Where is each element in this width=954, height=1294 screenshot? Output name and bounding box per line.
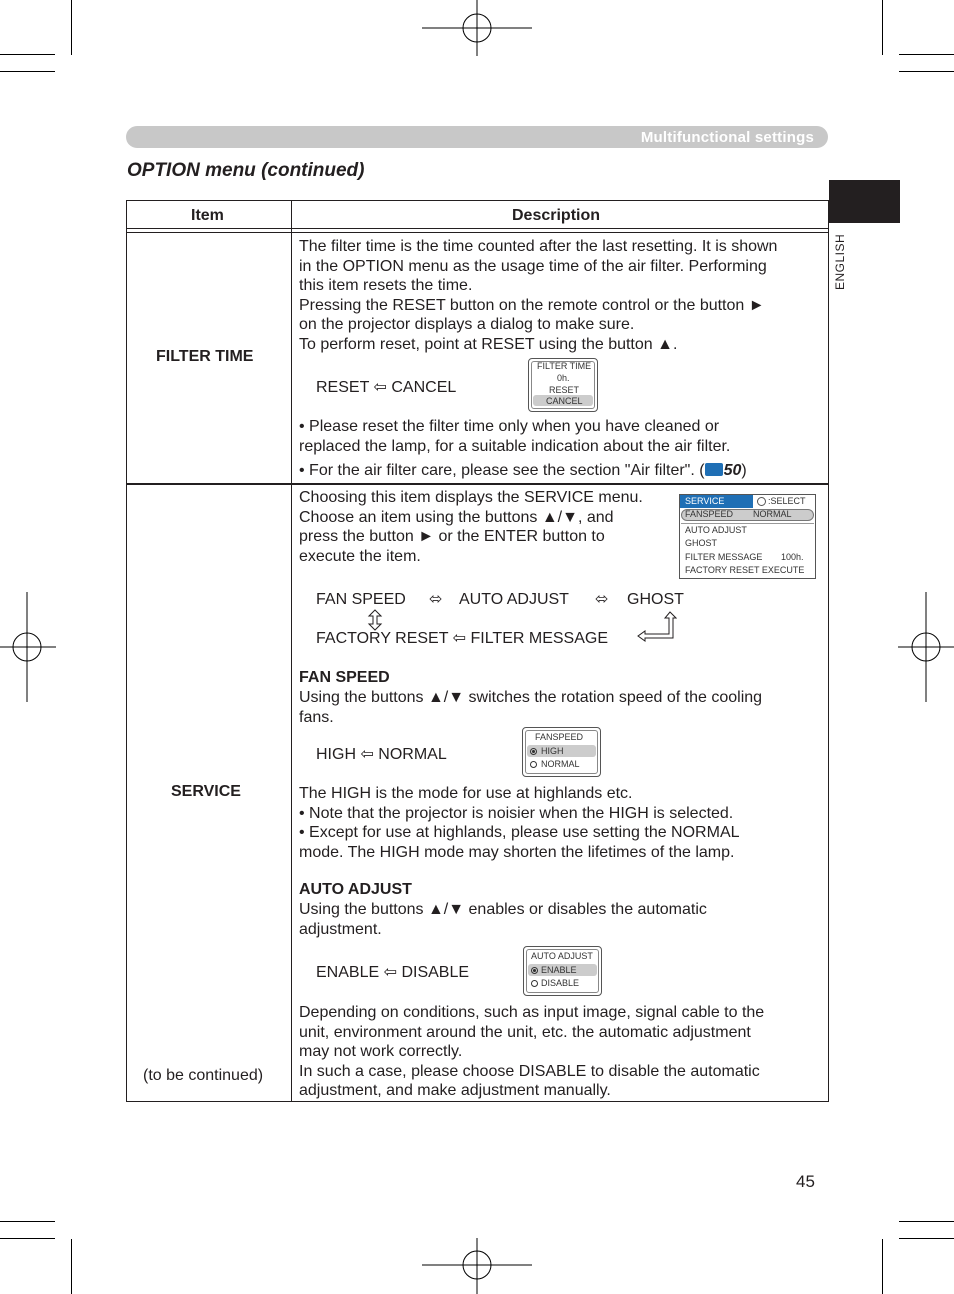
fanspeed-dialog: FANSPEED HIGH NORMAL <box>522 727 601 777</box>
radio-selected-icon <box>531 967 538 974</box>
return-arrow-icon <box>637 610 677 642</box>
radio-icon <box>530 761 537 768</box>
item-filter-time: FILTER TIME <box>156 348 254 365</box>
language-tab-label: ENGLISH <box>833 233 847 290</box>
column-header-item: Item <box>191 207 224 224</box>
column-header-description: Description <box>512 207 601 224</box>
page-number: 45 <box>796 1172 815 1191</box>
page-reference: 50 <box>723 462 742 479</box>
filter-time-cycle: RESET ⇦ CANCEL <box>316 379 457 396</box>
service-intro: Choosing this item displays the SERVICE menu. Choose an item using the buttons ▲/▼, and press the button ► or the ENTER button to execute the item. <box>299 489 643 565</box>
filter-time-dialog: FILTER TIME 0h. RESET CANCEL <box>528 358 598 412</box>
auto-adjust-dialog: AUTO ADJUST ENABLE DISABLE <box>523 946 602 996</box>
book-icon <box>705 463 723 476</box>
to-be-continued: (to be continued) <box>143 1067 264 1084</box>
crop-mark <box>0 54 55 55</box>
crop-mark <box>0 1238 55 1239</box>
crop-mark <box>899 1221 954 1222</box>
crop-mark <box>0 71 55 72</box>
crop-mark <box>71 0 72 55</box>
filter-time-note-2: • For the air filter care, please see the section "Air filter". ( 50) <box>299 462 747 479</box>
language-tab <box>829 180 900 223</box>
vertical-arrow-icon <box>367 609 383 631</box>
flow-factory-reset: FACTORY RESET ⇦ FILTER MESSAGE <box>316 630 608 647</box>
auto-adjust-description: Using the buttons ▲/▼ enables or disables the automatic adjustment. <box>299 901 707 938</box>
section-header-label: Multifunctional settings <box>640 129 814 146</box>
registration-mark-bottom <box>422 1238 532 1294</box>
crop-mark <box>899 54 954 55</box>
auto-adjust-heading: AUTO ADJUST <box>299 881 412 898</box>
flow-auto-adjust: AUTO ADJUST <box>459 591 569 608</box>
registration-mark-top <box>422 0 532 60</box>
flow-fan-speed: FAN SPEED <box>316 591 406 608</box>
fan-speed-description: Using the buttons ▲/▼ switches the rotation speed of the cooling fans. <box>299 689 763 726</box>
auto-adjust-cycle: ENABLE ⇦ DISABLE <box>316 964 470 981</box>
fan-speed-notes: The HIGH is the mode for use at highlands etc. • Note that the projector is noisier when the HIGH is selected. • Except for use at highlands, please use setting the NORMAL mode. The HIGH mode may shorten the lifetimes of the lamp. <box>299 785 740 861</box>
select-icon <box>757 497 766 506</box>
registration-mark-right <box>898 592 954 702</box>
item-service: SERVICE <box>171 783 241 800</box>
crop-mark <box>882 1239 883 1294</box>
fan-speed-heading: FAN SPEED <box>299 669 390 686</box>
crop-mark <box>899 1238 954 1239</box>
crop-mark <box>882 0 883 55</box>
registration-mark-left <box>0 592 56 702</box>
crop-mark <box>899 71 954 72</box>
page-title: OPTION menu (continued) <box>127 160 365 181</box>
flow-ghost: GHOST <box>627 591 684 608</box>
crop-mark <box>71 1239 72 1294</box>
section-header-bar <box>126 126 828 148</box>
arrow-icon: ⬄ <box>595 591 609 608</box>
crop-mark <box>0 1221 55 1222</box>
radio-icon <box>531 980 538 987</box>
filter-time-description: The filter time is the time counted after the last resetting. It is shown in the OPTION menu as the usage time of the air filter. Performing this item resets the time. Pressing the RESET button on the remote control or the button ► on the projector displays a dialog to make sure. To perform reset, point at RESET using the button ▲. <box>299 238 778 353</box>
arrow-icon: ⬄ <box>429 591 443 608</box>
radio-selected-icon <box>530 748 537 755</box>
service-menu-screenshot: SERVICE :SELECT FANSPEED NORMAL AUTO ADJUST GHOST FILTER MESSAGE 100h. FACTORY RESET EXECUTE <box>679 494 816 579</box>
filter-time-note-1: • Please reset the filter time only when you have cleaned or replaced the lamp, for a suitable indication about the air filter. <box>299 418 731 455</box>
auto-adjust-notes: Depending on conditions, such as input image, signal cable to the unit, environment around the unit, etc. the automatic adjustment may not work correctly. In such a case, please choose DISABLE to disable the automatic adjustment, and make adjustment manually. <box>299 1004 765 1099</box>
fan-speed-cycle: HIGH ⇦ NORMAL <box>316 746 447 763</box>
